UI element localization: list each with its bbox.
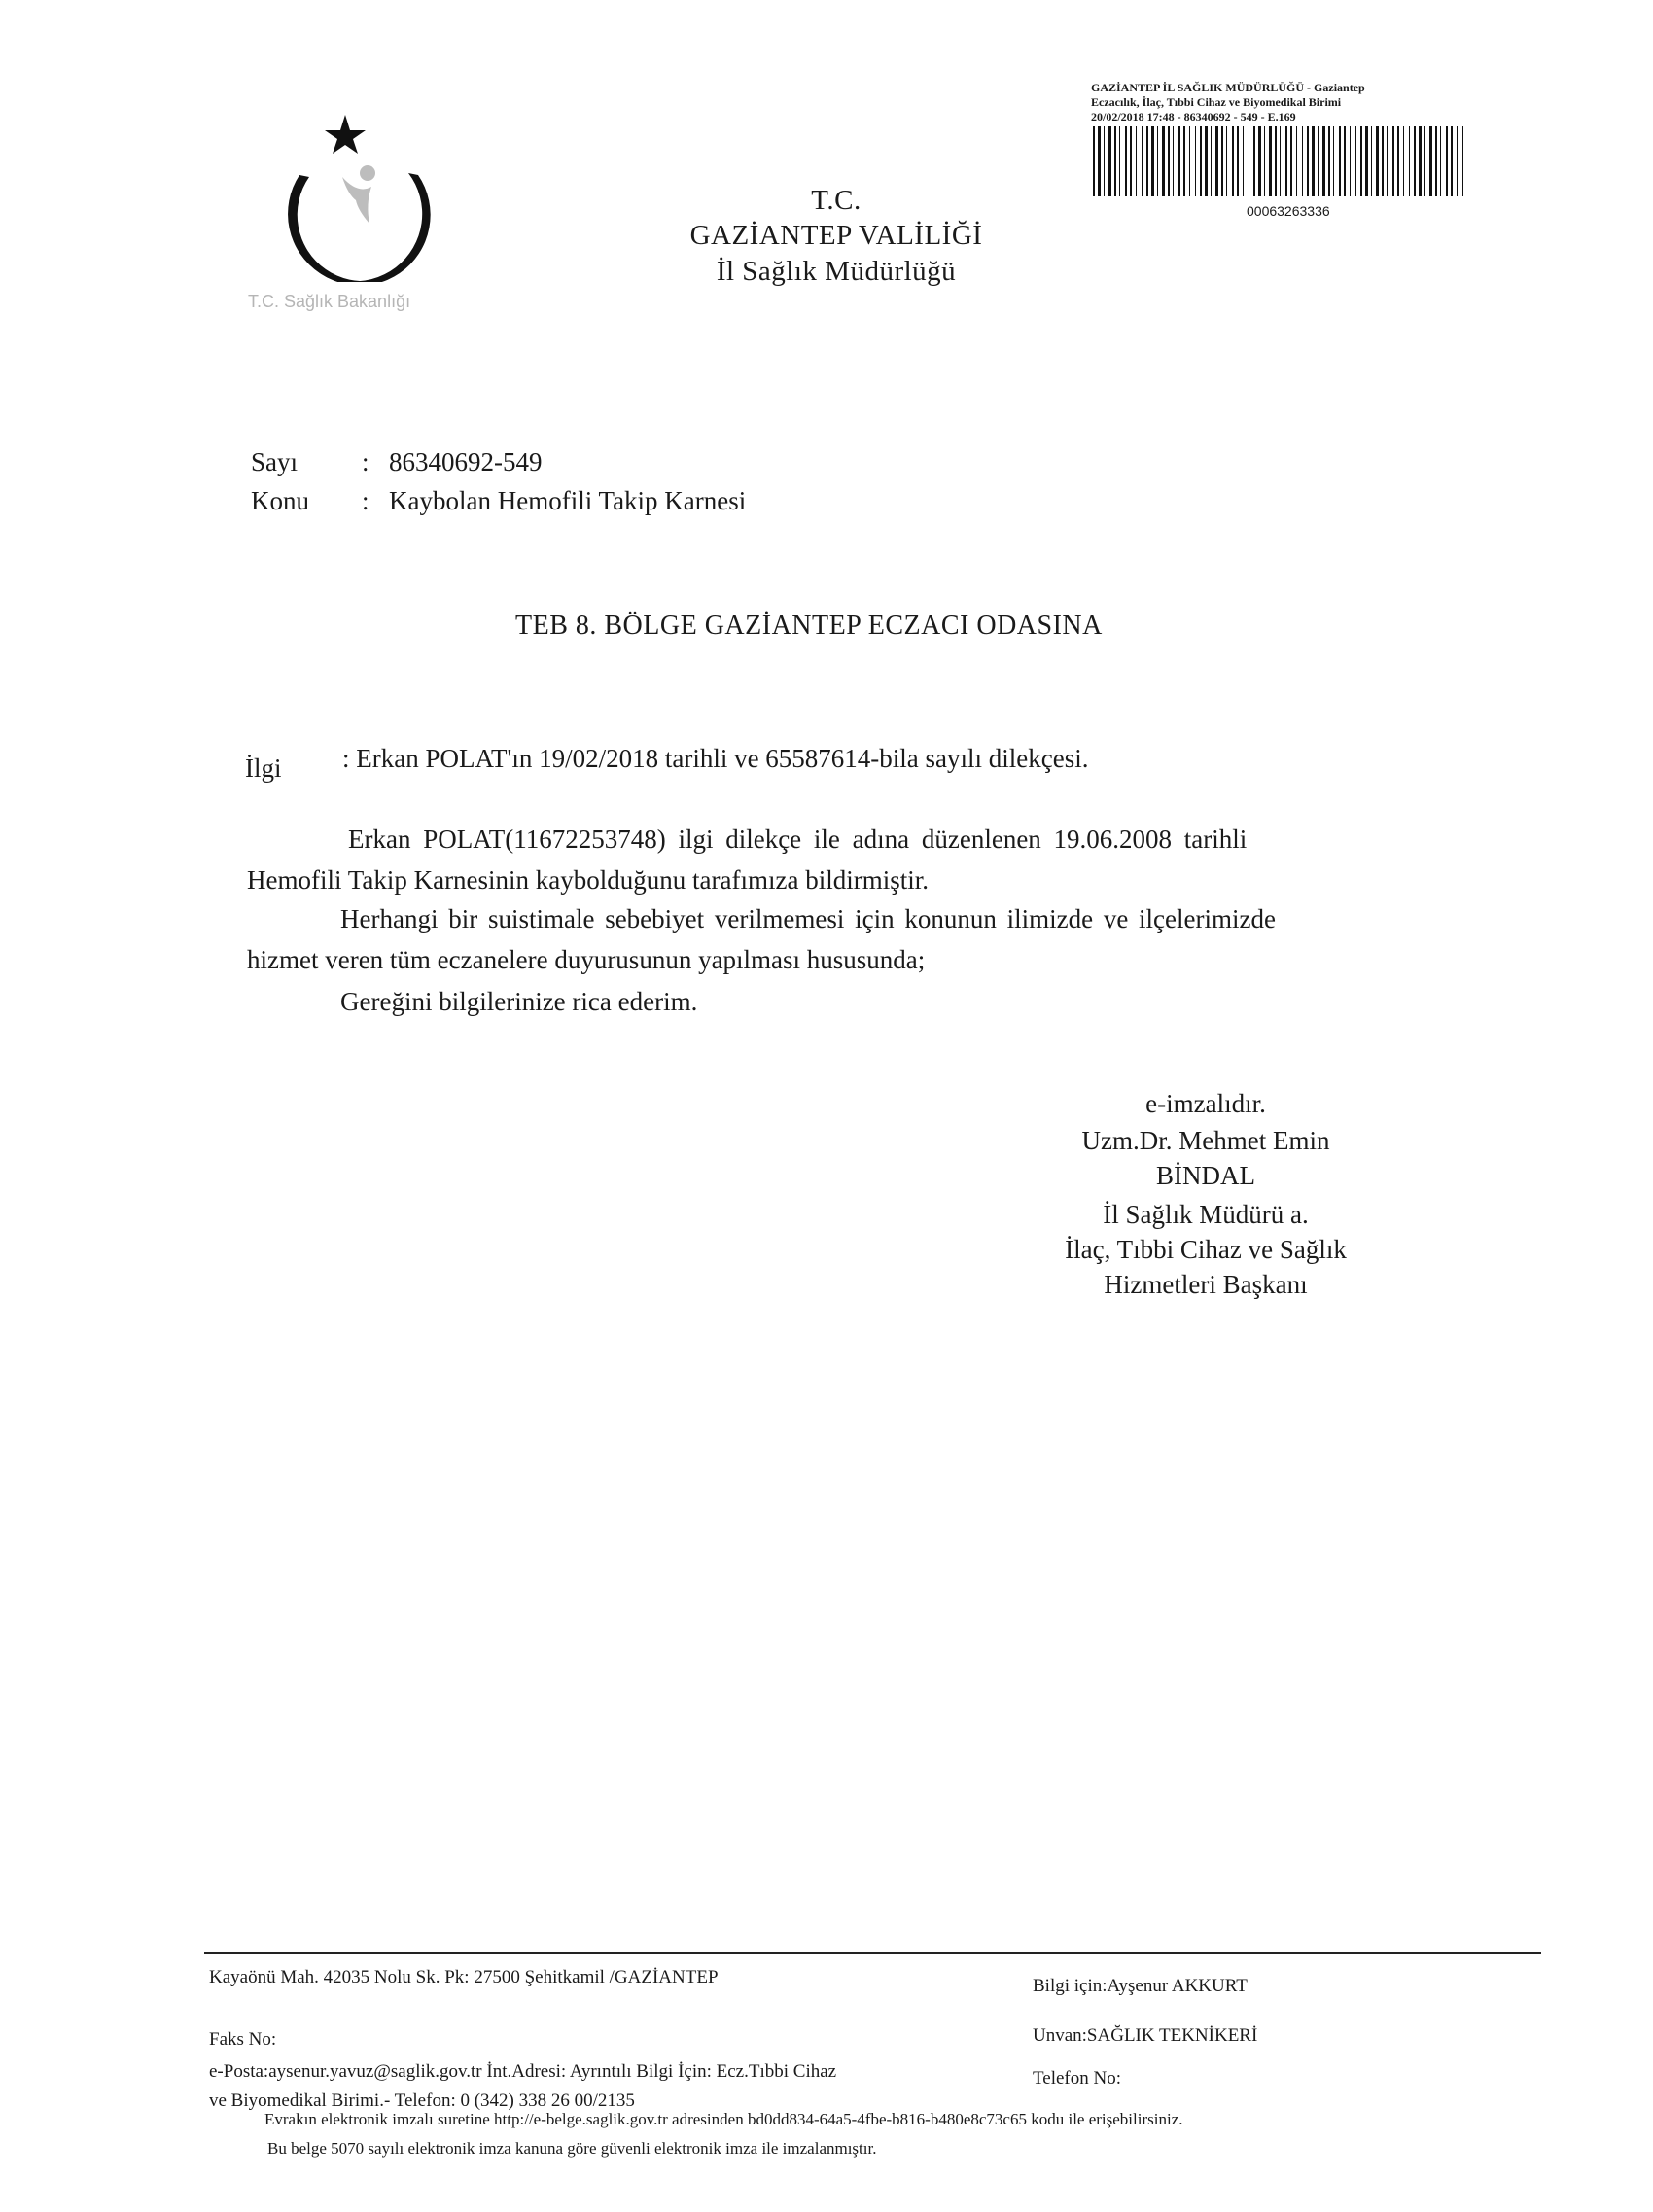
signature-e-imza: e-imzalıdır.	[1145, 1089, 1266, 1118]
konu-value: Kaybolan Hemofili Takip Karnesi	[389, 486, 747, 515]
stamp-line-2: Eczacılık, İlaç, Tıbbi Cihaz ve Biyomedikal Birimi	[1091, 95, 1342, 109]
sayi-value: 86340692-549	[389, 447, 543, 476]
crescent-star-logo-icon	[272, 107, 447, 282]
footer-email: e-Posta:aysenur.yavuz@saglik.gov.tr İnt.Adresi: Ayrıntılı Bilgi İçin: Ecz.Tıbbi Cihaz	[209, 2061, 837, 2082]
footer-address: Kayaönü Mah. 42035 Nolu Sk. Pk: 27500 Şehitkamil /GAZİANTEP	[209, 1967, 719, 1987]
barcode-icon	[1091, 126, 1470, 196]
footer-phone-label: Telefon No:	[1033, 2068, 1122, 2089]
barcode-number: 00063263336	[1247, 203, 1330, 219]
barcode-stamp	[1091, 81, 1499, 219]
logo-caption: T.C. Sağlık Bakanlığı	[248, 292, 411, 311]
stamp-line-3: 20/02/2018 17:48 - 86340692 - 549 - E.169	[1091, 110, 1296, 123]
footer-title: Unvan:SAĞLIK TEKNİKERİ	[1033, 2025, 1258, 2046]
paragraph-1-line-1: Erkan POLAT(11672253748) ilgi dilekçe ile adına düzenlenen 19.06.2008 tarihli	[348, 825, 1248, 854]
paragraph-2-line-1: Herhangi bir suistimale sebebiyet verilmemesi için konunun ilimizde ve ilçelerimizde	[340, 904, 1276, 933]
paragraph-3: Gereğini bilgilerinize rica ederim.	[340, 987, 698, 1016]
header-valilik: GAZİANTEP VALİLİĞİ	[689, 220, 983, 251]
footer-unit-phone: ve Biyomedikal Birimi.- Telefon: 0 (342) 338 26 00/2135	[209, 2090, 635, 2111]
footer-contact-person: Bilgi için:Ayşenur AKKURT	[1033, 1976, 1248, 1996]
signature-title-1: İl Sağlık Müdürü a.	[1103, 1200, 1309, 1229]
footer-fax: Faks No:	[209, 2029, 277, 2050]
footer-divider	[204, 1952, 1541, 1954]
konu-label: Konu	[251, 486, 309, 515]
footer-verification-note: Evrakın elektronik imzalı suretine http://e-belge.saglik.gov.tr adresinden bd0dd834-64a5-4fbe-b816-b480e8c73c65 kodu ile erişebilirsiniz.	[264, 2110, 1183, 2128]
sayi-label: Sayı	[251, 447, 299, 476]
sayi-colon: :	[362, 447, 369, 476]
ilgi-label: İlgi	[245, 754, 282, 783]
header-tc: T.C.	[811, 185, 862, 216]
signature-name: Uzm.Dr. Mehmet Emin	[1081, 1126, 1330, 1155]
paragraph-1-line-2: Hemofili Takip Karnesinin kaybolduğunu tarafımıza bildirmiştir.	[247, 865, 929, 895]
header-mudurluk: İl Sağlık Müdürlüğü	[716, 256, 957, 287]
paragraph-2-line-2: hizmet veren tüm eczanelere duyurusunun yapılması hususunda;	[247, 945, 926, 974]
stamp-line-1: GAZİANTEP İL SAĞLIK MÜDÜRLÜĞÜ - Gaziantep	[1091, 81, 1365, 94]
signature-title-2: İlaç, Tıbbi Cihaz ve Sağlık	[1065, 1235, 1347, 1264]
signature-surname: BİNDAL	[1156, 1161, 1255, 1190]
konu-colon: :	[362, 486, 369, 515]
ministry-logo	[272, 107, 447, 301]
addressee: TEB 8. BÖLGE GAZİANTEP ECZACI ODASINA	[515, 611, 1103, 641]
signature-title-3: Hizmetleri Başkanı	[1104, 1270, 1308, 1299]
ilgi-text: : Erkan POLAT'ın 19/02/2018 tarihli ve 65587614-bila sayılı dilekçesi.	[342, 744, 1089, 773]
footer-law-note: Bu belge 5070 sayılı elektronik imza kanuna göre güvenli elektronik imza ile imzalanmıştır.	[267, 2139, 877, 2158]
